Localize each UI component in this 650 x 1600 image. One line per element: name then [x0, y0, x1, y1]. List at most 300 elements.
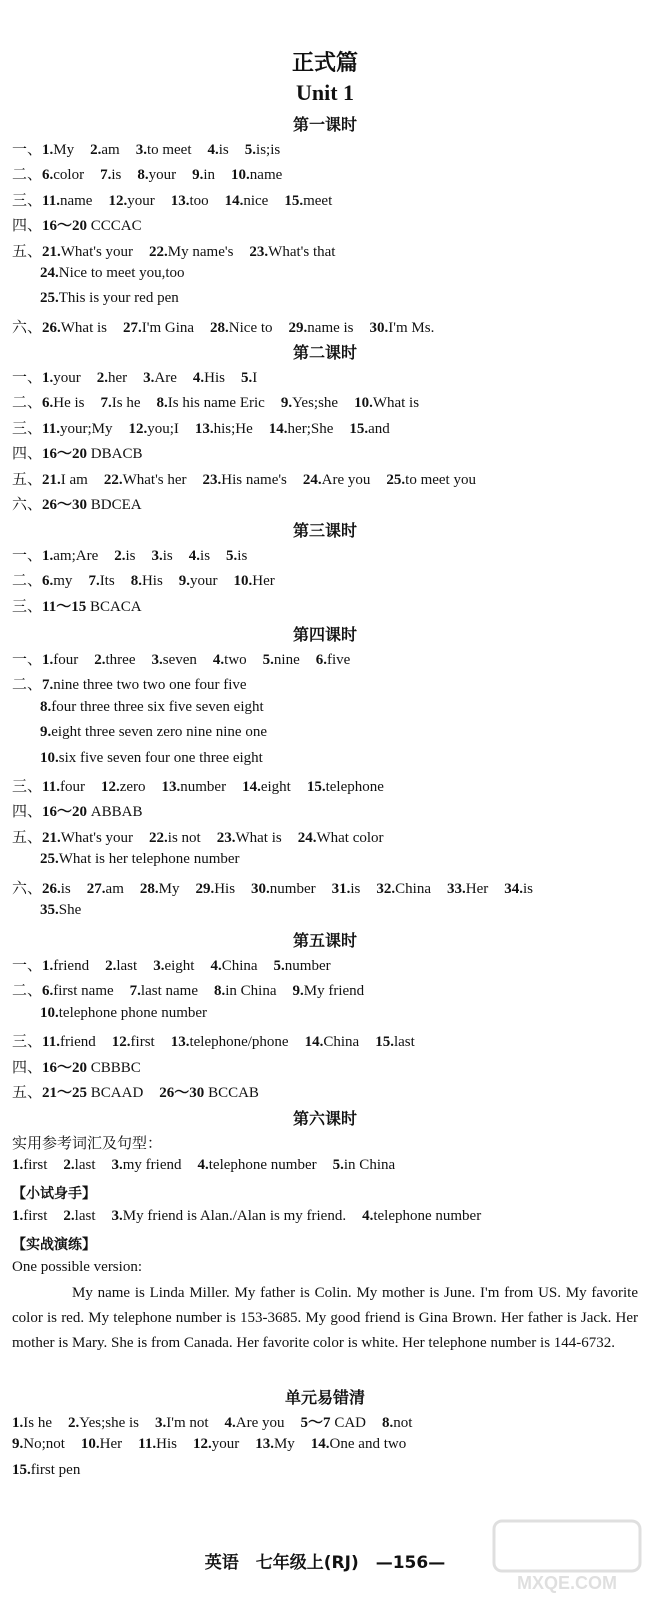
item-number: 25.: [40, 851, 59, 868]
row-label: 四、: [12, 218, 43, 235]
answer-item: [12, 1157, 47, 1174]
item-answer: and: [368, 420, 390, 437]
item-number: 23.: [249, 243, 269, 260]
item-answer: your;My: [59, 420, 113, 437]
item-number: 10.: [354, 395, 373, 412]
item-number: 21.: [42, 243, 61, 260]
item-number: 21～25: [42, 1085, 91, 1101]
item-number: 11.: [42, 420, 60, 437]
item-answer: five: [326, 652, 351, 668]
answer-item: [128, 421, 178, 438]
item-number: 15.: [306, 779, 326, 795]
answer-item: [217, 830, 282, 847]
row-label: 一、: [12, 958, 43, 974]
item-answer: I: [252, 370, 258, 386]
item-answer: BDCEA: [90, 497, 142, 513]
row-label: 二、: [12, 395, 43, 412]
answer-item: [251, 881, 316, 898]
answer-item: [42, 214, 142, 235]
item-answer: first: [130, 1034, 155, 1051]
item-answer: in China: [225, 983, 277, 1000]
answer-item: [245, 142, 280, 159]
item-answer: His: [156, 1436, 177, 1453]
answer-item: [42, 244, 133, 261]
answer-item: [42, 652, 78, 669]
answer-item: [12, 1462, 80, 1479]
answer-item: [301, 1411, 366, 1432]
answer-item: [171, 1034, 289, 1051]
answer-item: [370, 320, 435, 337]
answer-item: [112, 1208, 347, 1225]
item-number: 1.: [12, 1157, 24, 1174]
item-answer: BCAAD: [90, 1085, 144, 1101]
subsection-label: 【实战演练】: [12, 1236, 96, 1253]
answer-row: [12, 1030, 431, 1051]
item-number: 7.: [42, 677, 54, 694]
answer-item: [362, 1208, 481, 1225]
answer-item: [42, 573, 72, 590]
answer-item: [241, 370, 257, 387]
item-number: 7.: [88, 573, 100, 590]
item-number: 22.: [103, 471, 123, 488]
answer-item: [159, 1081, 259, 1102]
item-number: 2.: [63, 1157, 75, 1174]
answer-row: [12, 800, 158, 821]
item-number: 11～15: [42, 598, 90, 615]
item-number: 29.: [288, 319, 308, 336]
item-answer: What's your: [60, 243, 134, 260]
lesson-title: 第二课时: [292, 343, 357, 362]
item-number: 16～20: [42, 1059, 91, 1076]
answer-item: [226, 548, 247, 565]
item-number: 12.: [192, 1436, 212, 1453]
answer-item: [193, 1436, 239, 1453]
answer-row: [40, 851, 256, 868]
answer-item: [316, 652, 351, 669]
answer-item: [97, 370, 127, 387]
page-footer: 英语 七年级上(RJ) —156—: [204, 1553, 446, 1573]
answer-item: [225, 1415, 285, 1432]
answer-item: [40, 750, 263, 767]
answer-row: [12, 442, 158, 463]
item-number: 3.: [153, 958, 165, 974]
row-label: 二、: [12, 573, 43, 590]
answer-item: [42, 1034, 96, 1051]
item-answer: eight: [260, 779, 291, 795]
item-number: 1.: [42, 958, 54, 974]
answer-item: [42, 779, 85, 796]
item-answer: telephone: [325, 779, 384, 795]
item-answer: is: [60, 880, 71, 897]
answer-item: [123, 320, 194, 337]
item-answer: eight: [164, 958, 195, 974]
item-number: 5.: [244, 142, 257, 158]
item-answer: my: [53, 573, 73, 590]
item-answer: your: [127, 192, 155, 209]
answer-item: [162, 779, 227, 796]
item-answer: your: [211, 1436, 240, 1453]
answer-row: [40, 750, 279, 767]
review-title: 单元易错清: [284, 1388, 365, 1407]
answer-item: [136, 142, 192, 159]
lesson-title: 第五课时: [292, 931, 357, 950]
row-label: 五、: [12, 1085, 43, 1101]
answer-item: [152, 548, 173, 565]
item-number: 10.: [231, 167, 250, 184]
row-label: 五、: [12, 471, 43, 488]
item-number: 29.: [195, 880, 215, 897]
item-number: 1.: [42, 370, 54, 386]
answer-item: [171, 193, 209, 210]
item-answer: Is he: [23, 1415, 52, 1431]
answer-row: [40, 699, 280, 716]
watermark-text: MXQE.COM: [516, 1573, 618, 1593]
answer-item: [42, 595, 142, 616]
answer-row: [12, 163, 298, 184]
item-answer: is: [237, 548, 248, 564]
item-answer: is: [200, 548, 211, 564]
answer-item: [42, 1081, 143, 1102]
item-number: 26～30: [42, 497, 91, 513]
item-answer: not: [393, 1415, 413, 1431]
item-number: 14.: [268, 420, 288, 437]
item-number: 15.: [284, 192, 304, 209]
answer-item: [40, 902, 81, 919]
item-number: 5.: [262, 652, 274, 668]
answer-row: [12, 673, 263, 694]
answer-row: [40, 1005, 223, 1022]
item-number: 14.: [304, 1034, 324, 1051]
row-label: 六、: [12, 497, 43, 513]
lesson-title: 第一课时: [292, 115, 357, 134]
answer-item: [40, 851, 240, 868]
item-number: 4.: [188, 548, 201, 564]
item-answer: your: [190, 573, 218, 590]
item-number: 7.: [100, 395, 112, 412]
item-answer: What is: [60, 319, 108, 336]
item-number: 2.: [63, 1208, 75, 1225]
answer-item: [42, 958, 89, 975]
item-answer: This is your red pen: [58, 290, 179, 307]
item-answer: What's her: [122, 471, 187, 488]
item-number: 6.: [315, 652, 327, 668]
answer-row: [12, 775, 400, 796]
answer-item: [289, 320, 354, 337]
answer-row: [12, 1208, 497, 1225]
item-answer: China: [395, 880, 431, 897]
answer-row: [12, 595, 158, 616]
item-answer: eight three seven zero nine nine one: [51, 724, 267, 741]
item-answer: her: [108, 370, 128, 386]
answer-item: [42, 983, 114, 1000]
answer-item: [108, 193, 154, 210]
item-answer: Are: [154, 370, 177, 386]
item-answer: name is: [307, 319, 354, 336]
item-number: 26～30: [159, 1085, 209, 1101]
item-number: 9.: [280, 395, 293, 412]
item-answer: is: [350, 880, 361, 897]
answer-item: [269, 421, 334, 438]
item-number: 5.: [273, 958, 285, 974]
item-answer: nine three two two one four five: [53, 677, 247, 694]
answer-item: [298, 830, 384, 847]
item-number: 30.: [369, 319, 389, 336]
item-answer: in China: [343, 1157, 396, 1174]
item-number: 11.: [42, 192, 60, 209]
item-number: 5.: [332, 1157, 344, 1174]
item-answer: My friend: [303, 983, 365, 1000]
item-number: 8.: [137, 167, 149, 184]
item-number: 5.: [226, 548, 238, 564]
answer-row: [40, 265, 201, 282]
item-number: 7.: [129, 983, 141, 1000]
item-number: 3.: [135, 142, 147, 158]
answer-row: [12, 1183, 96, 1203]
item-number: 11.: [138, 1436, 157, 1453]
answer-row: [12, 648, 366, 669]
item-number: 8.: [214, 983, 226, 1000]
answer-item: [40, 724, 267, 741]
item-number: 13.: [170, 192, 190, 209]
answer-item: [42, 370, 81, 387]
item-answer: One and two: [329, 1436, 407, 1453]
answer-item: [42, 193, 92, 210]
item-number: 25.: [386, 471, 406, 488]
item-answer: Her: [465, 880, 489, 897]
item-number: 3.: [111, 1157, 123, 1174]
answer-row: [12, 391, 435, 412]
answer-row: [12, 493, 158, 514]
item-number: 24.: [40, 265, 59, 281]
answer-item: [193, 370, 225, 387]
answer-item: [198, 1157, 317, 1174]
item-number: 1.: [42, 548, 54, 564]
item-answer: Are you: [235, 1415, 285, 1431]
item-number: 2.: [105, 958, 117, 974]
item-number: 5～7: [300, 1415, 335, 1431]
item-answer: four: [53, 652, 79, 668]
item-answer: His: [141, 573, 163, 590]
item-answer: four: [59, 779, 85, 795]
item-answer: CCCAC: [90, 218, 142, 235]
item-number: 21.: [42, 829, 61, 846]
item-answer: Her: [99, 1436, 123, 1453]
item-number: 30.: [251, 880, 270, 897]
item-answer: telephone/phone: [189, 1034, 289, 1051]
item-answer: What's your: [60, 829, 134, 846]
item-number: 11.: [42, 1034, 60, 1051]
item-answer: Yes;she: [292, 395, 339, 412]
row-label: One possible version:: [12, 1259, 142, 1275]
item-number: 8.: [381, 1415, 394, 1431]
item-answer: I'm not: [166, 1415, 209, 1431]
item-number: 2.: [90, 142, 102, 158]
item-answer: meet: [303, 192, 333, 209]
item-answer: Nice to: [228, 319, 273, 336]
answer-item: [225, 193, 269, 210]
item-answer: in: [203, 167, 216, 184]
answer-item: [94, 652, 135, 669]
item-answer: BCACA: [89, 598, 142, 615]
item-answer: What is: [372, 395, 420, 412]
answer-row: [12, 1411, 428, 1432]
item-answer: is: [125, 548, 136, 564]
answer-item: [42, 142, 74, 159]
item-answer: My: [158, 880, 180, 897]
answer-item: [40, 699, 264, 716]
item-number: 9.: [178, 573, 191, 590]
answer-item: [293, 983, 365, 1000]
item-number: 2.: [114, 548, 126, 564]
answer-item: [42, 881, 71, 898]
item-number: 9.: [12, 1436, 24, 1453]
item-answer: China: [323, 1034, 360, 1051]
item-answer: I'm Ms.: [388, 319, 435, 336]
answer-row: [40, 290, 195, 307]
item-answer: nine: [273, 652, 300, 668]
answer-item: [140, 881, 180, 898]
item-answer: number: [284, 958, 331, 974]
answer-item: [130, 983, 198, 1000]
item-number: 32.: [376, 880, 396, 897]
answer-item: [284, 193, 332, 210]
item-number: 25.: [40, 290, 59, 307]
item-number: 4.: [210, 958, 222, 974]
answer-item: [274, 958, 331, 975]
answer-item: [213, 652, 247, 669]
lesson-title: 第四课时: [292, 625, 357, 644]
answer-item: [63, 1208, 95, 1225]
item-number: 27.: [123, 319, 142, 336]
item-answer: What is her telephone number: [58, 851, 240, 868]
item-answer: telephone phone number: [58, 1004, 208, 1021]
answer-row: [12, 1259, 142, 1276]
answer-item: [137, 167, 176, 184]
item-answer: What's that: [268, 243, 336, 260]
item-number: 28.: [139, 880, 159, 897]
answer-row: [12, 954, 347, 975]
part-title: 正式篇: [291, 51, 358, 76]
answer-row: [12, 1157, 411, 1174]
item-answer: Nice to meet you,too: [58, 265, 185, 281]
item-answer: her;She: [287, 420, 334, 437]
subsection-label: 【小试身手】: [12, 1185, 96, 1202]
item-answer: nice: [243, 192, 269, 209]
answer-item: [332, 881, 361, 898]
answer-item: [152, 652, 197, 669]
item-number: 2.: [68, 1415, 80, 1431]
item-answer: DBACB: [90, 446, 143, 463]
item-number: 4.: [192, 370, 205, 386]
watermark-logo: [492, 1519, 642, 1594]
answer-item: [153, 958, 194, 975]
item-answer: to meet you: [405, 471, 476, 488]
item-number: 3.: [151, 548, 163, 564]
answer-row: [12, 877, 549, 898]
item-answer: is not: [167, 829, 201, 846]
answer-row: [12, 138, 296, 159]
answer-item: [42, 493, 142, 514]
answer-item: [195, 881, 235, 898]
item-answer: ABBAB: [90, 804, 143, 821]
row-label: 三、: [12, 1034, 43, 1051]
item-number: 22.: [149, 243, 168, 260]
item-number: 3.: [151, 652, 163, 668]
answer-item: [40, 290, 179, 307]
item-answer: is: [111, 167, 122, 184]
item-answer: name: [249, 167, 283, 184]
lesson-title: 第三课时: [292, 521, 357, 540]
answer-item: [234, 573, 275, 590]
item-answer: My name's: [167, 243, 234, 260]
item-answer: am;Are: [53, 548, 99, 564]
item-number: 22.: [149, 829, 168, 846]
item-number: 9.: [292, 983, 304, 1000]
answer-item: [42, 800, 142, 821]
row-label: 三、: [12, 779, 43, 795]
item-number: 12.: [128, 420, 148, 437]
answer-item: [63, 1157, 95, 1174]
answer-item: [249, 244, 335, 261]
answer-item: [112, 1157, 182, 1174]
item-answer: What color: [316, 829, 384, 846]
unit-title: Unit 1: [295, 80, 355, 105]
item-answer: last name: [140, 983, 198, 1000]
item-number: 2.: [96, 370, 109, 386]
item-number: 7.: [100, 167, 112, 184]
answer-item: [333, 1157, 396, 1174]
item-answer: Are you: [321, 471, 371, 488]
item-number: 15.: [375, 1034, 394, 1051]
item-number: 2.: [94, 652, 106, 668]
item-answer: is: [218, 142, 229, 158]
answer-item: [40, 1005, 207, 1022]
item-answer: is: [522, 880, 533, 897]
item-number: 8.: [40, 698, 52, 715]
item-answer: seven: [162, 652, 197, 668]
item-number: 13.: [255, 1436, 274, 1453]
answer-item: [242, 779, 291, 796]
answer-item: [210, 320, 272, 337]
row-label: 四、: [12, 446, 43, 463]
answer-item: [386, 472, 476, 489]
item-number: 1.: [12, 1208, 24, 1225]
item-answer: His: [204, 370, 226, 386]
answer-row: [12, 1056, 157, 1077]
item-answer: CBBBC: [90, 1059, 141, 1076]
answer-item: [195, 421, 253, 438]
answer-item: [143, 370, 177, 387]
answer-item: [208, 142, 229, 159]
item-number: 8.: [156, 395, 168, 412]
answer-row: [12, 1462, 96, 1479]
item-answer: What is: [235, 829, 282, 846]
answer-item: [354, 395, 419, 412]
answer-item: [375, 1034, 415, 1051]
answer-item: [88, 573, 114, 590]
item-number: 5.: [241, 370, 253, 386]
answer-item: [42, 421, 112, 438]
item-number: 16～20: [42, 446, 91, 463]
answer-item: [179, 573, 218, 590]
item-answer: name: [59, 192, 93, 209]
item-number: 10.: [80, 1436, 100, 1453]
answer-item: [192, 167, 215, 184]
item-number: 26.: [42, 880, 61, 897]
row-label: 六、: [12, 319, 43, 336]
answer-item: [214, 983, 277, 1000]
answer-item: [100, 167, 121, 184]
